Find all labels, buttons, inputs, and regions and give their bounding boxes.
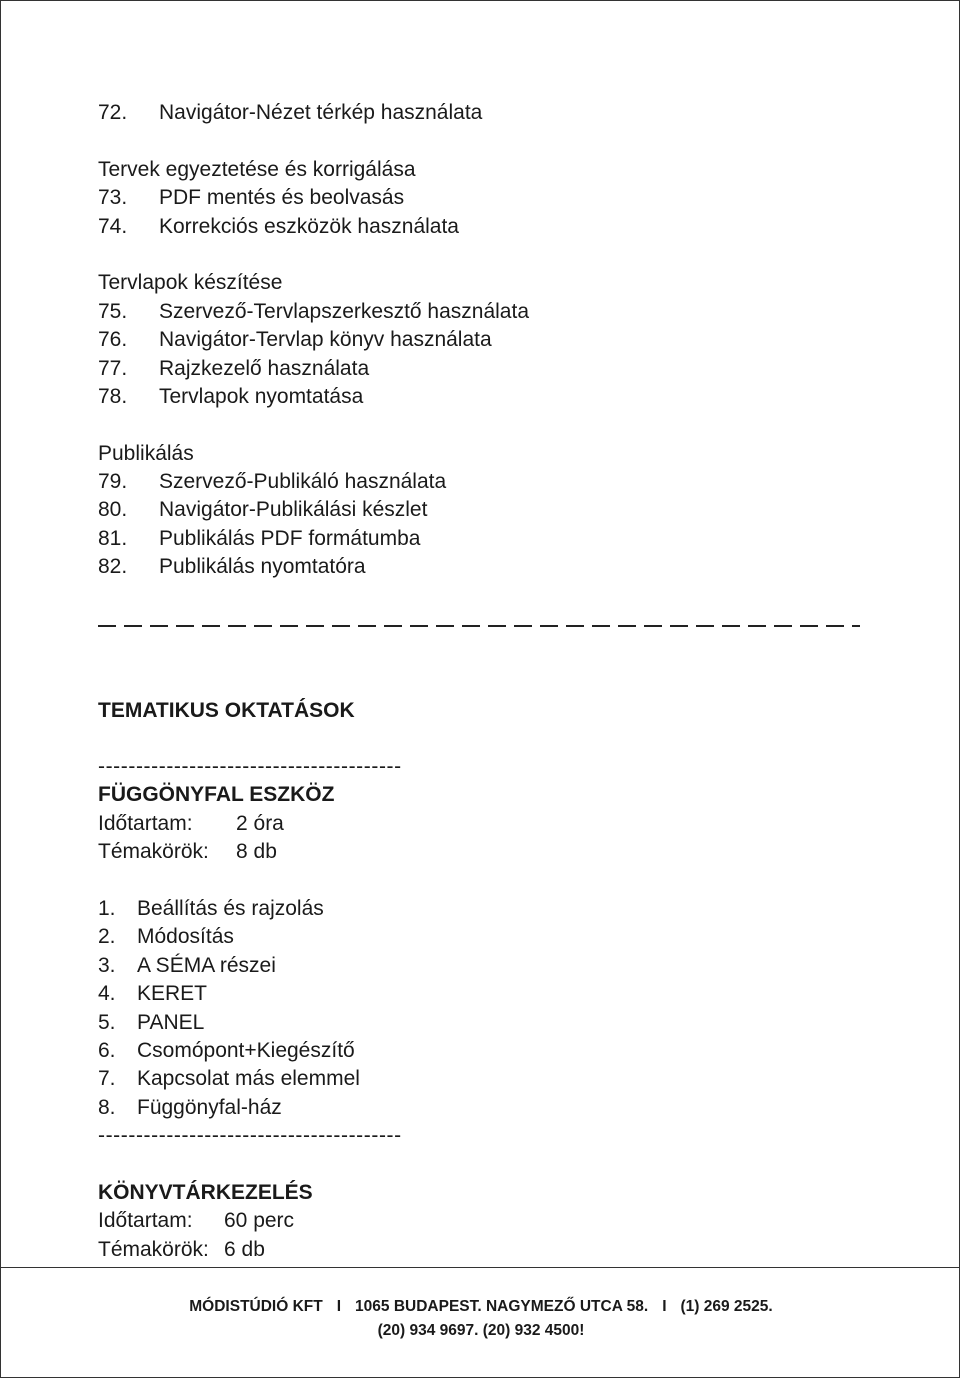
item-text: Navigátor-Tervlap könyv használata [159, 328, 492, 352]
item-text: A SÉMA részei [137, 953, 276, 977]
item-text: Csomópont+Kiegészítő [137, 1038, 355, 1062]
item-number: 6. [98, 1038, 116, 1062]
list-item [98, 99, 878, 127]
tematikus-heading: TEMATIKUS OKTATÁSOK [98, 699, 355, 722]
item-text: Navigátor-Publikálási készlet [159, 498, 428, 522]
course-title: KÖNYVTÁRKEZELÉS [98, 1180, 313, 1204]
item-text: PDF mentés és beolvasás [159, 186, 405, 210]
topic-list-top [98, 99, 878, 582]
list-item [98, 496, 878, 524]
item-text: Publikálás PDF formátumba [159, 526, 421, 550]
dashed-divider [98, 625, 860, 627]
item-number: 8. [98, 1095, 116, 1119]
footer-company: MÓDISTÚDIÓ KFT [189, 1298, 323, 1315]
item-text: Rajzkezelő használata [159, 356, 370, 380]
section-heading: Tervlapok készítése [98, 271, 283, 295]
footer-line-1 [1, 1295, 960, 1319]
item-number: 81. [98, 526, 128, 550]
item-number: 82. [98, 555, 128, 579]
duration-label: Időtartam: [98, 811, 193, 835]
list-item [98, 1094, 878, 1122]
list-item [98, 213, 878, 241]
item-text: Szervező-Publikáló használata [159, 470, 447, 494]
item-text: Kapcsolat más elemmel [137, 1067, 360, 1091]
list-item [98, 1065, 878, 1093]
footer-phone: (20) 932 4500! [482, 1322, 585, 1339]
courses-block [98, 753, 878, 1264]
item-number: 79. [98, 470, 128, 494]
hyphen-rule: ---------------------------------------- [98, 1124, 402, 1148]
list-item [98, 1009, 878, 1037]
section-heading: Publikálás [98, 441, 194, 465]
item-number: 76. [98, 328, 128, 352]
list-item [98, 184, 878, 212]
item-text: Módosítás [137, 925, 234, 949]
list-item [98, 952, 878, 980]
item-text: Publikálás nyomtatóra [159, 555, 366, 579]
list-item [98, 553, 878, 581]
item-number: 75. [98, 299, 128, 323]
topics-label: Témakörök: [98, 840, 209, 864]
list-item [98, 923, 878, 951]
item-number: 2. [98, 925, 116, 949]
item-text: Navigátor-Nézet térkép használata [159, 101, 483, 124]
list-item [98, 525, 878, 553]
item-number: 72. [98, 101, 128, 124]
topics-label: Témakörök: [98, 1237, 209, 1261]
duration-value: 2 óra [236, 811, 284, 835]
item-text: Tervlapok nyomtatása [159, 384, 364, 408]
item-text: Korrekciós eszközök használata [159, 214, 459, 238]
item-number: 74. [98, 214, 128, 238]
list-item [98, 383, 878, 411]
item-number: 1. [98, 896, 116, 920]
footer-phone: (20) 934 9697. [377, 1322, 479, 1339]
footer-address: 1065 BUDAPEST. NAGYMEZŐ UTCA 58. [355, 1298, 649, 1315]
item-number: 80. [98, 498, 128, 522]
section-heading: Tervek egyeztetése és korrigálása [98, 157, 416, 181]
page-footer [1, 1295, 960, 1343]
list-item [98, 895, 878, 923]
item-text: Szervező-Tervlapszerkesztő használata [159, 299, 530, 323]
item-number: 7. [98, 1067, 116, 1091]
topics-value: 6 db [224, 1237, 265, 1261]
item-text: Beállítás és rajzolás [137, 896, 324, 920]
list-item [98, 298, 878, 326]
list-item [98, 980, 878, 1008]
footer-phone: (1) 269 2525. [680, 1298, 773, 1315]
course-topics [98, 838, 878, 866]
course-duration [98, 1207, 878, 1235]
item-number: 4. [98, 982, 116, 1006]
item-number: 77. [98, 356, 128, 380]
duration-label: Időtartam: [98, 1209, 193, 1233]
list-item [98, 1037, 878, 1065]
course-topics [98, 1236, 878, 1264]
list-item [98, 355, 878, 383]
duration-value: 60 perc [224, 1209, 295, 1233]
topics-value: 8 db [236, 840, 277, 864]
hyphen-rule: ---------------------------------------- [98, 755, 402, 778]
item-text: Függönyfal-ház [137, 1095, 282, 1119]
footer-line-2 [1, 1319, 960, 1343]
item-text: KERET [137, 982, 208, 1006]
item-number: 3. [98, 953, 116, 977]
course-duration [98, 810, 878, 838]
list-item [98, 468, 878, 496]
list-item [98, 326, 878, 354]
item-number: 78. [98, 384, 128, 408]
footer-separator: I [662, 1298, 667, 1315]
item-number: 73. [98, 186, 128, 210]
item-number: 5. [98, 1010, 116, 1034]
footer-separator: I [336, 1298, 342, 1315]
item-text: PANEL [137, 1010, 205, 1034]
footer-divider [1, 1267, 959, 1268]
course-title: FÜGGÖNYFAL ESZKÖZ [98, 783, 335, 807]
